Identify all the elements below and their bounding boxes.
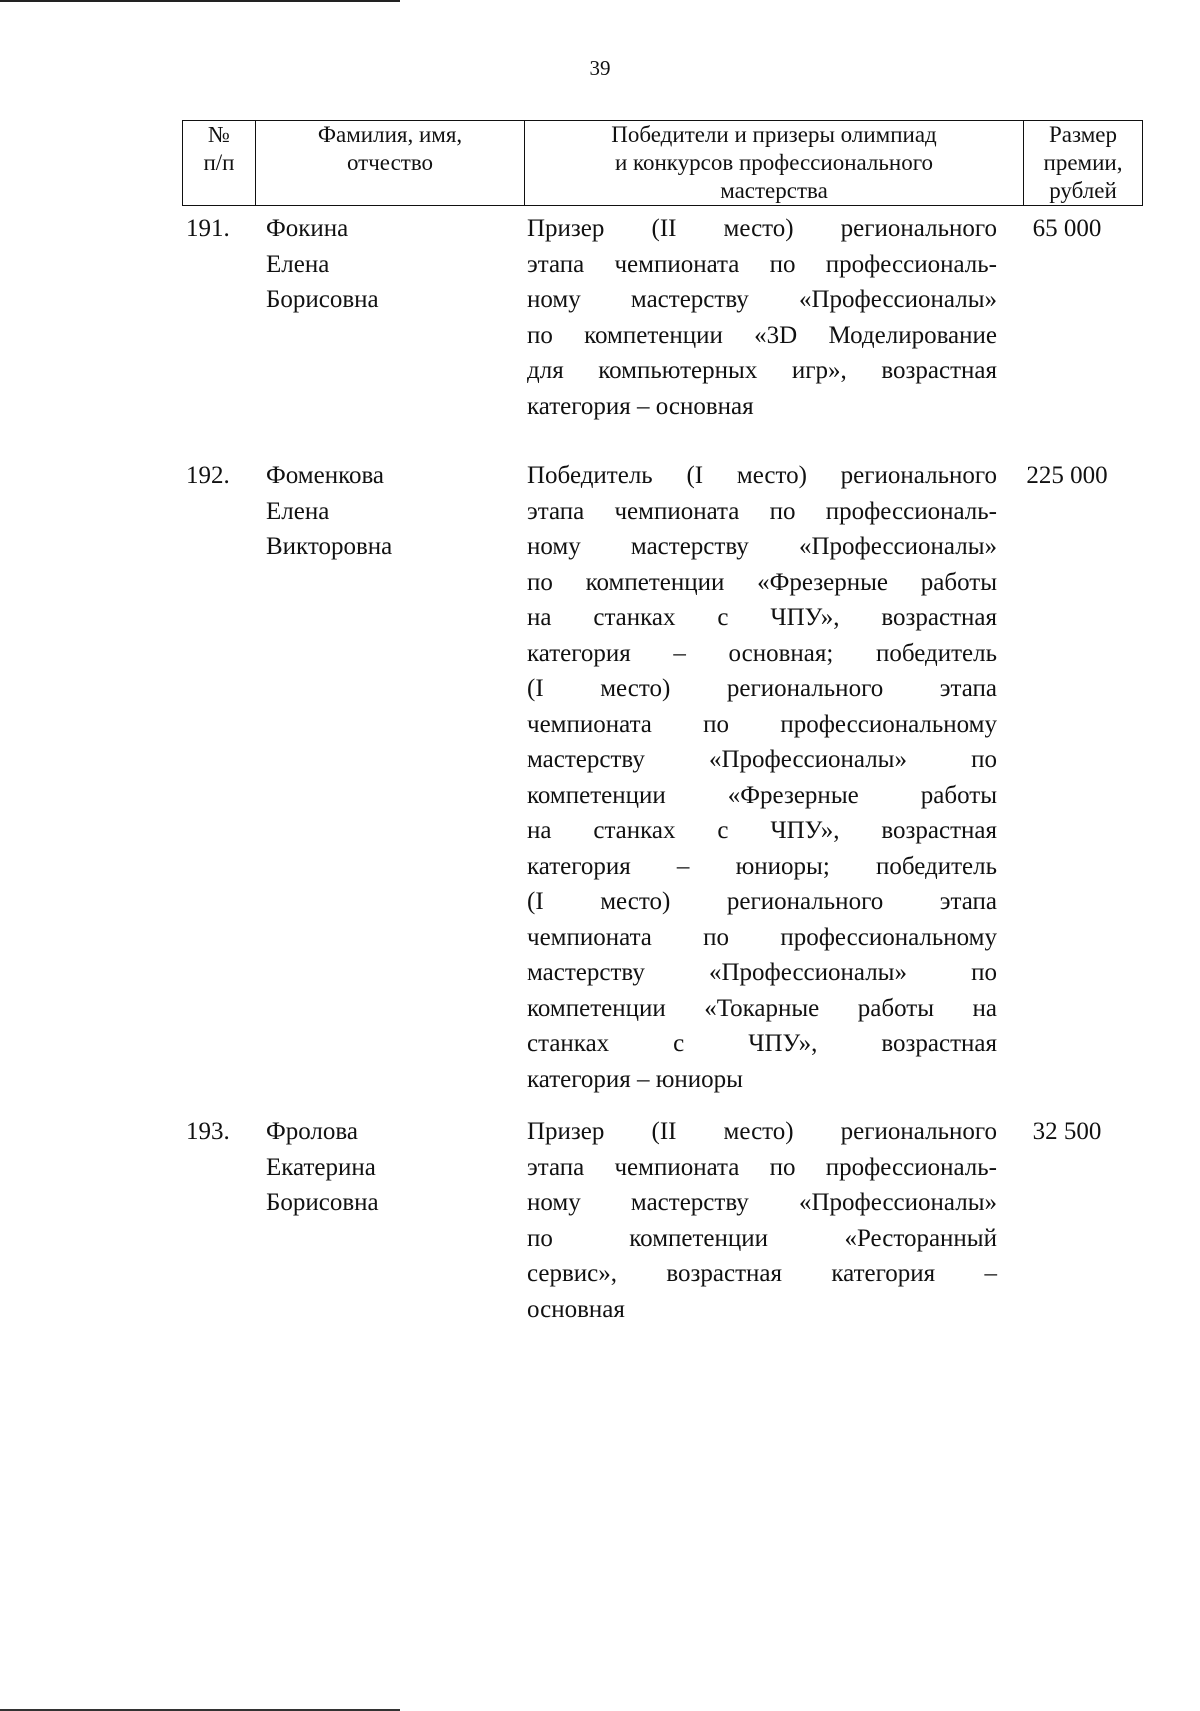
header-description: Победители и призеры олимпиад и конкурсов профессионального мастерства [525,121,1024,206]
scan-edge-top [0,0,400,2]
entry-description: Призер (II место) регионального этапа чемпионата по профессиональ- ному мастерству «Профессионалы» по компетенции «3D Моделирование для компьютерных игр», возрастная категория – основная [527,215,997,420]
entry-amount: 32 500 [1032,1118,1102,1145]
header-amount: Размер премии, рублей [1024,121,1143,206]
entry-amount: 225 000 [1026,462,1108,489]
table-header [182,120,1143,206]
entry-name: Фокина Елена Борисовна [266,215,379,313]
header-name: Фамилия, имя, отчество [256,121,525,206]
entry-description: Победитель (I место) регионального этапа чемпионата по профессиональ- ному мастерству «Профессионалы» по компетенции «Фрезерные работы на станках с ЧПУ», возрастная категория – основная; победитель (I место) регионального этапа чемпионата по профессиональному мастерству «Профессионалы» по компетенции «Фрезерные работы на станках с ЧПУ», возрастная категория – юниоры; победитель (I место) регионального этапа чемпионата по профессиональному мастерству «Профессионалы» по компетенции «Токарные работы на станках с ЧПУ», возрастная категория – юниоры [527,462,997,1093]
entry-number: 191. [186,215,230,242]
page-number: 39 [589,56,611,80]
entry-number: 192. [186,462,230,489]
header-num: № п/п [183,121,256,206]
entry-name: Фоменкова Елена Викторовна [266,462,393,560]
table-header-row [183,121,1143,206]
entry-amount: 65 000 [1032,215,1102,242]
entry-description: Призер (II место) регионального этапа чемпионата по профессиональ- ному мастерству «Профессионалы» по компетенции «Ресторанный сервис», возрастная категория – основная [527,1118,997,1323]
entry-number: 193. [186,1118,230,1145]
entry-name: Фролова Екатерина Борисовна [266,1118,379,1216]
